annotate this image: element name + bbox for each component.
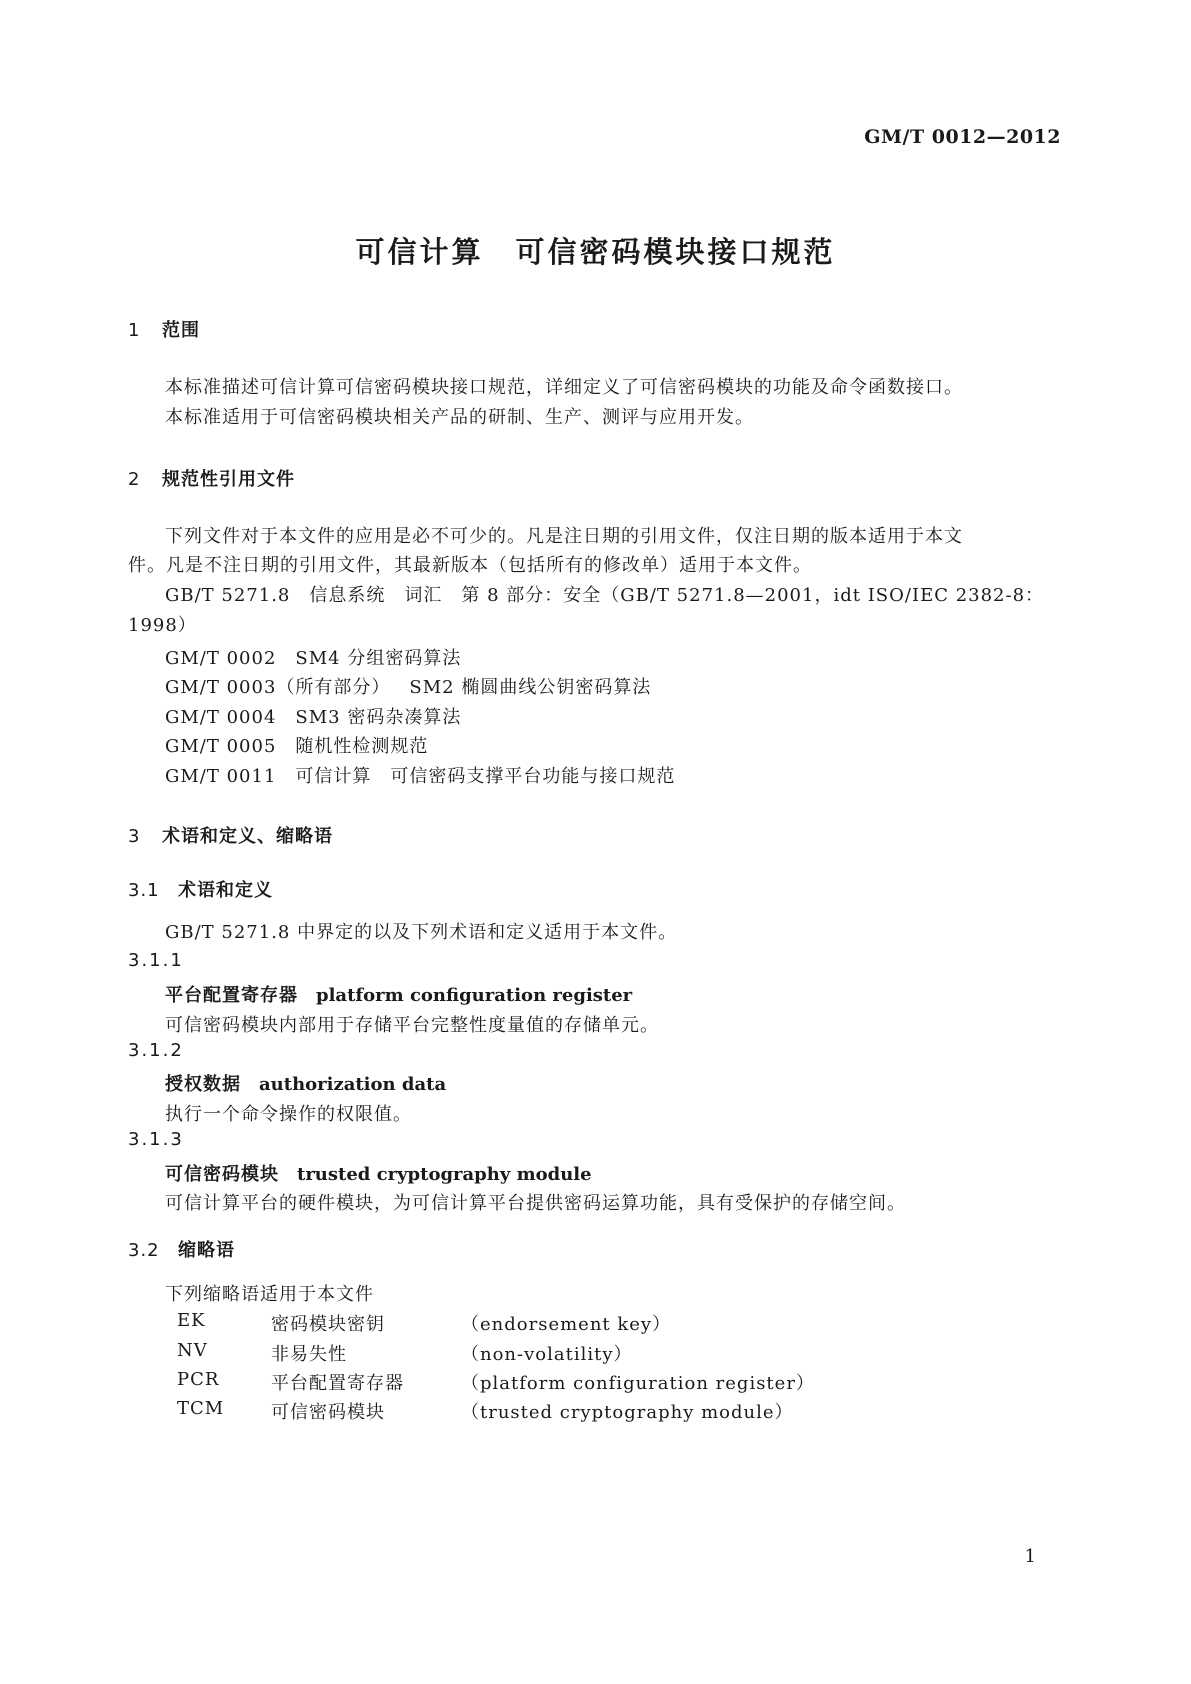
term-zh: 可信密码模块 bbox=[165, 1164, 279, 1185]
paragraph: 本标准适用于可信密码模块相关产品的研制、生产、测评与应用开发。 bbox=[165, 407, 754, 428]
clause-number: 3.1.1 bbox=[128, 950, 184, 971]
reference-title: 随机性检测规范 bbox=[295, 736, 429, 757]
abbreviation: PCR bbox=[177, 1369, 220, 1390]
section-number: 2 bbox=[128, 469, 141, 490]
abbreviation: TCM bbox=[177, 1398, 225, 1419]
reference-code: GM/T 0005 bbox=[165, 736, 277, 757]
section-1-heading bbox=[128, 316, 200, 342]
term-definition: 可信密码模块内部用于存储平台完整性度量值的存储单元。 bbox=[165, 1015, 659, 1036]
section-number: 3 bbox=[128, 826, 141, 847]
clause-number: 3.1.2 bbox=[128, 1040, 184, 1061]
term-definition: 执行一个命令操作的权限值。 bbox=[165, 1104, 412, 1125]
section-title: 范围 bbox=[162, 320, 200, 341]
term-zh: 授权数据 bbox=[165, 1074, 241, 1095]
reference-code: GM/T 0004 bbox=[165, 707, 277, 728]
abbreviation: NV bbox=[177, 1340, 208, 1361]
term-entry bbox=[165, 1070, 446, 1096]
reference-code: GM/T 0003（所有部分） bbox=[165, 677, 391, 698]
term-en: authorization data bbox=[259, 1074, 447, 1095]
section-title: 规范性引用文件 bbox=[162, 469, 295, 490]
term-definition: 可信计算平台的硬件模块，为可信计算平台提供密码运算功能，具有受保护的存储空间。 bbox=[165, 1193, 906, 1214]
reference-item bbox=[165, 762, 675, 788]
reference-item bbox=[165, 703, 461, 729]
reference-item bbox=[165, 644, 461, 670]
reference-title: SM3 密码杂凑算法 bbox=[295, 707, 462, 728]
paragraph: 本标准描述可信计算可信密码模块接口规范，详细定义了可信密码模块的功能及命令函数接口。 bbox=[165, 377, 963, 398]
paragraph: GB/T 5271.8 中界定的以及下列术语和定义适用于本文件。 bbox=[165, 922, 678, 943]
term-en: trusted cryptography module bbox=[297, 1164, 592, 1185]
section-number: 1 bbox=[128, 320, 141, 341]
subsection-number: 3.1 bbox=[128, 880, 160, 901]
abbreviation-zh: 非易失性 bbox=[271, 1344, 347, 1365]
section-3-heading bbox=[128, 822, 333, 848]
abbreviation-en: （non-volatility） bbox=[461, 1344, 633, 1365]
paragraph: 下列文件对于本文件的应用是必不可少的。凡是注日期的引用文件，仅注日期的版本适用于本文 bbox=[165, 526, 963, 547]
term-zh: 平台配置寄存器 bbox=[165, 985, 298, 1006]
reference-item bbox=[165, 673, 651, 699]
abbreviation-zh: 密码模块密钥 bbox=[271, 1314, 385, 1335]
section-title: 术语和定义、缩略语 bbox=[162, 826, 333, 847]
abbreviation-en: （trusted cryptography module） bbox=[461, 1402, 794, 1423]
subsection-3-1-heading bbox=[128, 876, 273, 902]
abbreviation: EK bbox=[177, 1310, 206, 1331]
subsection-3-2-heading bbox=[128, 1236, 235, 1262]
reference-title: SM4 分组密码算法 bbox=[295, 648, 462, 669]
standard-number: GM/T 0012—2012 bbox=[864, 126, 1061, 148]
paragraph: 下列缩略语适用于本文件 bbox=[165, 1284, 374, 1305]
term-en: platform configuration register bbox=[316, 985, 633, 1006]
term-entry bbox=[165, 1160, 592, 1186]
abbreviation-en: （platform configuration register） bbox=[461, 1373, 815, 1394]
reference-title: SM2 椭圆曲线公钥密码算法 bbox=[409, 677, 652, 698]
reference-item-continued: 1998） bbox=[128, 615, 197, 636]
paragraph: 件。凡是不注日期的引用文件，其最新版本（包括所有的修改单）适用于本文件。 bbox=[128, 555, 812, 576]
abbreviation-zh: 平台配置寄存器 bbox=[271, 1373, 404, 1394]
reference-title: 可信计算 可信密码支撑平台功能与接口规范 bbox=[295, 766, 676, 787]
reference-item: GB/T 5271.8 信息系统 词汇 第 8 部分：安全（GB/T 5271.8—2001，idt ISO/IEC 2382-8： bbox=[165, 585, 1045, 606]
abbreviation-zh: 可信密码模块 bbox=[271, 1402, 385, 1423]
reference-item bbox=[165, 732, 428, 758]
subsection-title: 缩略语 bbox=[178, 1240, 235, 1261]
document-title: 可信计算 可信密码模块接口规范 bbox=[355, 235, 836, 269]
subsection-number: 3.2 bbox=[128, 1240, 160, 1261]
abbreviation-en: （endorsement key） bbox=[461, 1314, 672, 1335]
reference-code: GM/T 0002 bbox=[165, 648, 277, 669]
subsection-title: 术语和定义 bbox=[178, 880, 273, 901]
clause-number: 3.1.3 bbox=[128, 1129, 184, 1150]
section-2-heading bbox=[128, 465, 295, 491]
reference-code: GM/T 0011 bbox=[165, 766, 277, 787]
page-number: 1 bbox=[1024, 1546, 1036, 1567]
term-entry bbox=[165, 981, 632, 1007]
